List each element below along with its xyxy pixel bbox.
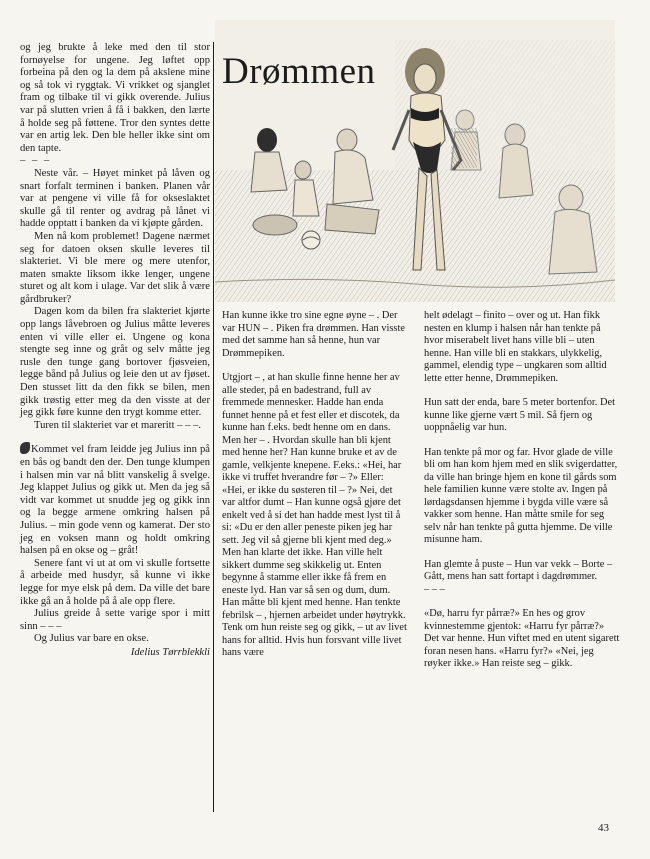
right-paragraph-4: Han glemte å puste – Hun var vekk – Borte – Gått, mens han satt fortapt i dagdrømmer. <box>424 558 613 582</box>
middle-column-story <box>222 310 408 660</box>
right-column-story <box>424 310 620 671</box>
right-paragraph-2: Hun satt der enda, bare 5 meter bortenfor. Det kunne like gjerne vært 5 mil. Så fjern og uoppnåelig var hun. <box>424 397 615 433</box>
middle-paragraph-3: Men her – . Hvordan skulle han bli kjent med henne her? Han kunne bruke et av de gamle, velkjente knepene. F.eks.: «Hei, har ikke vi truffet hverandre før – ?» Eller: «Hei, er ikke du søsteren til – ?» Nei, det var altfor dumt – Han kunne også gjøre det enkelt ved å si det han hadde mest lyst til å si: «Du er den aller peneste piken jeg har sett. Jeg vil så gjerne bli kjent med deg.» Men han klarte det ikke. Han ville helt sikkert dumme seg skikkelig ut. Enten begynne å stamme eller ikke få frem en eneste lyd. Han var så sen og dum, dum. Han måtte bli kjent med henne. Han tenkte febrilsk – , hjernen arbeidet under høytrykk. Tenk om hun reiste seg og gikk, – ut av livet hans for alltid. Hvis hun forsvant ville livet hans være <box>222 434 407 658</box>
page-number: 43 <box>598 822 609 834</box>
section-separator: – – – <box>424 583 445 595</box>
column-divider <box>213 42 214 812</box>
section-separator: – – – <box>20 155 52 167</box>
left-paragraph-3: Men nå kom problemet! Dagene nærmet seg for datoen oksen skulle leveres til slakteriet. Vi ble mere og mere utenfor, maten smakte liksom ikke lenger, ungene sturet og alt kom i ulage. Var det slik å være gårdbruker? <box>20 230 210 305</box>
right-paragraph-1: helt ødelagt – finito – over og ut. Han fikk nesten en klump i halsen når han tenkte på hvor miserabelt livet hans ville bli – uten henne. Han ville bli en stakkars, ulykkelig, gammel, elendig type – ungkaren som alltid lette etter henne, Drømmepiken. <box>424 310 607 384</box>
ink-blot-icon <box>20 442 30 454</box>
left-paragraph-9: Og Julius var bare en okse. <box>34 633 149 645</box>
left-paragraph-6-text: Kommet vel fram leidde jeg Julius inn på en bås og bandt den der. Den tunge klumpen i halsen min var nå blitt vanskelig å svelge. Jeg klappet Julius og gikk ut. Men da jeg så vidt var kommet ut snudde jeg og gikk inn og la begge armene omkring halsen på Julius. – min gode venn og kamerat. Der sto jeg en voksen mann og holdt omkring halsen på en okse og – gråt! <box>20 444 210 557</box>
story-title: Drømmen <box>222 51 376 92</box>
right-paragraph-3: Han tenkte på mor og far. Hvor glade de ville bli om han kom hjem med en slik svigerdatter, da ville han bringe hjem en kone til gårds som hele familien kunne være stolte av. Ingen på lørdagsdansen hjemme i bygda ville være så vakker som henne. Han måtte smile for seg selv når han tenkte på gutta hjemme. De ville misunne ham. <box>424 446 618 545</box>
middle-paragraph-2: Utgjort – , at han skulle finne henne her av alle steder, på en badestrand, full av fremmede mennesker. Hadde han enda funnet henne på et fest eller et discotek, da kunne han f.eks. bedt henne om en dans. <box>222 372 400 433</box>
left-paragraph-1: og jeg brukte å leke med den til stor fornøyelse for ungene. Jeg løftet opp forbeina på den og la dem på akslene mine og så tok vi ryggtak. Vi vrikket og sjanglet fram og tilbake til vi gikk overende. Julius var på slutten vrien å få i bakken, den lærte å holde seg på føttene. Tror den syntes dette var en artig lek. Den ble heller ikke sint om den tapte. <box>20 42 210 154</box>
left-paragraph-8: Julius greide å sette varige spor i mitt sinn – – – <box>20 608 210 632</box>
author-signature: Idelius Tørrblekkli <box>130 646 210 658</box>
left-paragraph-2: Neste vår. – Høyet minket på låven og snart forfalt terminen i banken. Planen vår var at pengene vi ville få for okseslaktet skulle gå til renter og avdrag på lånet vi hadde opptatt i banken da vi kjøpte gården. <box>20 167 210 230</box>
left-paragraph-7: Senere fant vi ut at om vi skulle fortsette å arbeide med husdyr, så kunne vi ikke legge for mye elsk på dem. Da ville det bare ikke gå an å holde på å ale opp flere. <box>20 557 210 607</box>
left-column-story <box>20 42 210 660</box>
left-paragraph-5: Turen til slakteriet var et mareritt – – –. <box>34 419 202 431</box>
left-paragraph-6 <box>20 442 210 557</box>
middle-paragraph-1: Han kunne ikke tro sine egne øyne – . Der var HUN – . Piken fra drømmen. Han visste med det samme han så henne, hun var Drømmepiken. <box>222 310 405 359</box>
right-paragraph-5: «Dø, harru fyr pårræ?» En hes og grov kvinnestemme gjentok: «Harru fyr pårræ?» Det var henne. Hun viftet med en utent sigarett foran nesen hans. «Harru fyr?» «Nei, jeg røyker ikke.» Han reiste seg – gikk. <box>424 608 620 669</box>
left-paragraph-4: Dagen kom da bilen fra slakteriet kjørte opp langs låvebroen og Julius måtte leveres enten vi ville eller ei. Ungene og kona stengte seg inne og gråt og selv måtte jeg rusle den tunge gang bortover fjøsveien, legge bånd på Julius og leie den ut av fjøset. Den stusset litt da den fikk se bilen, men gikk trøstig etter meg da den visste at der jeg gikk føre kunne den trygt komme etter. <box>20 306 210 419</box>
